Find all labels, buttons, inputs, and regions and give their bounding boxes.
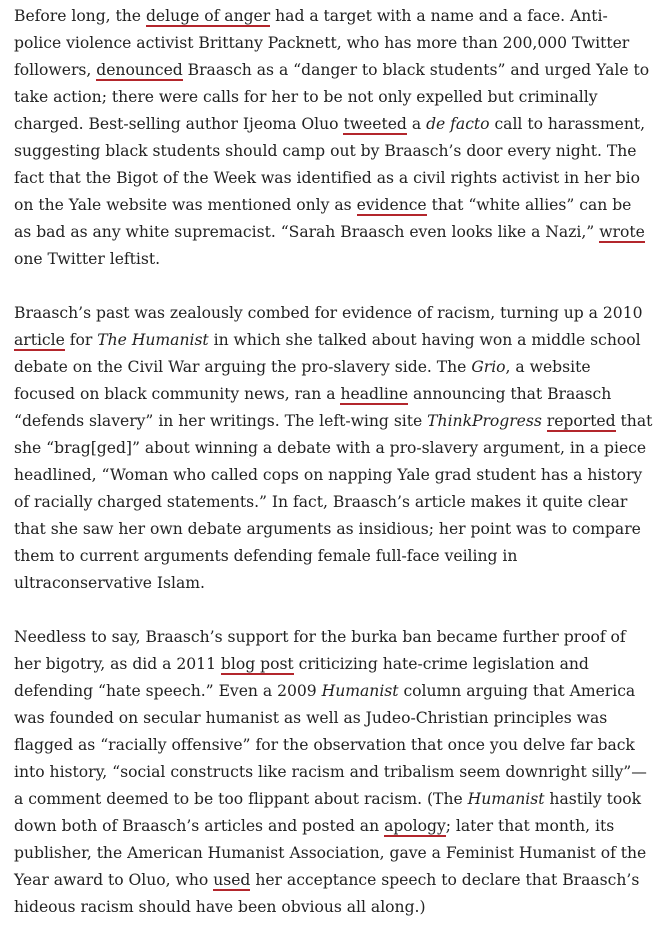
body-text: , a website focused on black community news, ran a — [14, 358, 591, 403]
inline-link[interactable]: blog post — [220, 655, 294, 673]
inline-link[interactable]: headline — [340, 385, 409, 403]
body-text: call to harassment, suggesting black students should camp out by Braasch’s door every night. The fact that the Bigot of the Week was identified as a civil rights activist in her bio on the Yale website was mentioned only as — [14, 115, 646, 214]
body-text: for — [64, 331, 98, 349]
inline-link[interactable]: reported — [546, 412, 616, 430]
body-text: ; later that month, its publisher, the American Humanist Association, gave a Feminist Humanist of the Year award to Oluo, who — [14, 817, 647, 889]
body-text: column arguing that America was founded on secular humanist as well as Judeo-Christian principles was flagged as “racially offensive” for the observation that once you delve far back into history, “social constructs like racism and tribalism seem downright silly”—a comment deemed to be too flippant about racism. (The — [14, 682, 647, 808]
paragraph — [14, 3, 653, 273]
body-text: hastily took down both of Braasch’s articles and posted an — [14, 790, 642, 835]
body-text: had a target with a name and a face. Anti-police violence activist Brittany Packnett, who has more than 200,000 Twitter followers, — [14, 7, 630, 79]
italic-text: Grio — [471, 358, 506, 376]
body-text: Needless to say, Braasch’s support for the burka ban became further proof of her bigotry, as did a 2011 — [14, 628, 626, 673]
italic-text: Humanist — [321, 682, 399, 700]
paragraph — [14, 300, 653, 597]
inline-link[interactable]: tweeted — [343, 115, 407, 133]
body-text: that “white allies” can be as bad as any white supremacist. “Sarah Braasch even looks like a Nazi,” — [14, 196, 632, 241]
italic-text: ThinkProgress — [427, 412, 542, 430]
body-text: Braasch’s past was zealously combed for evidence of racism, turning up a 2010 — [14, 304, 643, 322]
body-text: a — [406, 115, 427, 133]
italic-text: de facto — [426, 115, 490, 133]
inline-link[interactable]: deluge of anger — [145, 7, 271, 25]
italic-text: The Humanist — [97, 331, 209, 349]
inline-link[interactable]: wrote — [599, 223, 645, 241]
inline-link[interactable]: article — [14, 331, 65, 349]
body-text: Before long, the — [14, 7, 146, 25]
inline-link[interactable]: evidence — [356, 196, 427, 214]
inline-link[interactable]: denounced — [96, 61, 183, 79]
body-text: one Twitter leftist. — [14, 250, 161, 268]
body-text: her acceptance speech to declare that Braasch’s hideous racism should have been obvious all along.) — [14, 871, 640, 916]
paragraph — [14, 624, 653, 921]
body-text: that she “brag[ged]” about winning a debate with a pro-slavery argument, in a piece headlined, “Woman who called cops on napping Yale grad student has a history of racially charged statements.” In fact, Braasch’s article makes it quite clear that she saw her own debate arguments as insidious; her point was to compare them to current arguments defending female full-face veiling in ultraconservative Islam. — [14, 412, 653, 592]
body-text: announcing that Braasch “defends slavery” in her writings. The left-wing site — [14, 385, 612, 430]
body-text: Braasch as a “danger to black students” and urged Yale to take action; there were calls for her to be not only expelled but criminally charged. Best-selling author Ijeoma Oluo — [14, 61, 650, 133]
inline-link[interactable]: apology — [384, 817, 446, 835]
inline-link[interactable]: used — [213, 871, 251, 889]
body-text: criticizing hate-crime legislation and defending “hate speech.” Even a 2009 — [14, 655, 589, 700]
body-text: in which she talked about having won a middle school debate on the Civil War arguing the pro-slavery side. The — [14, 331, 641, 376]
italic-text: Humanist — [467, 790, 545, 808]
